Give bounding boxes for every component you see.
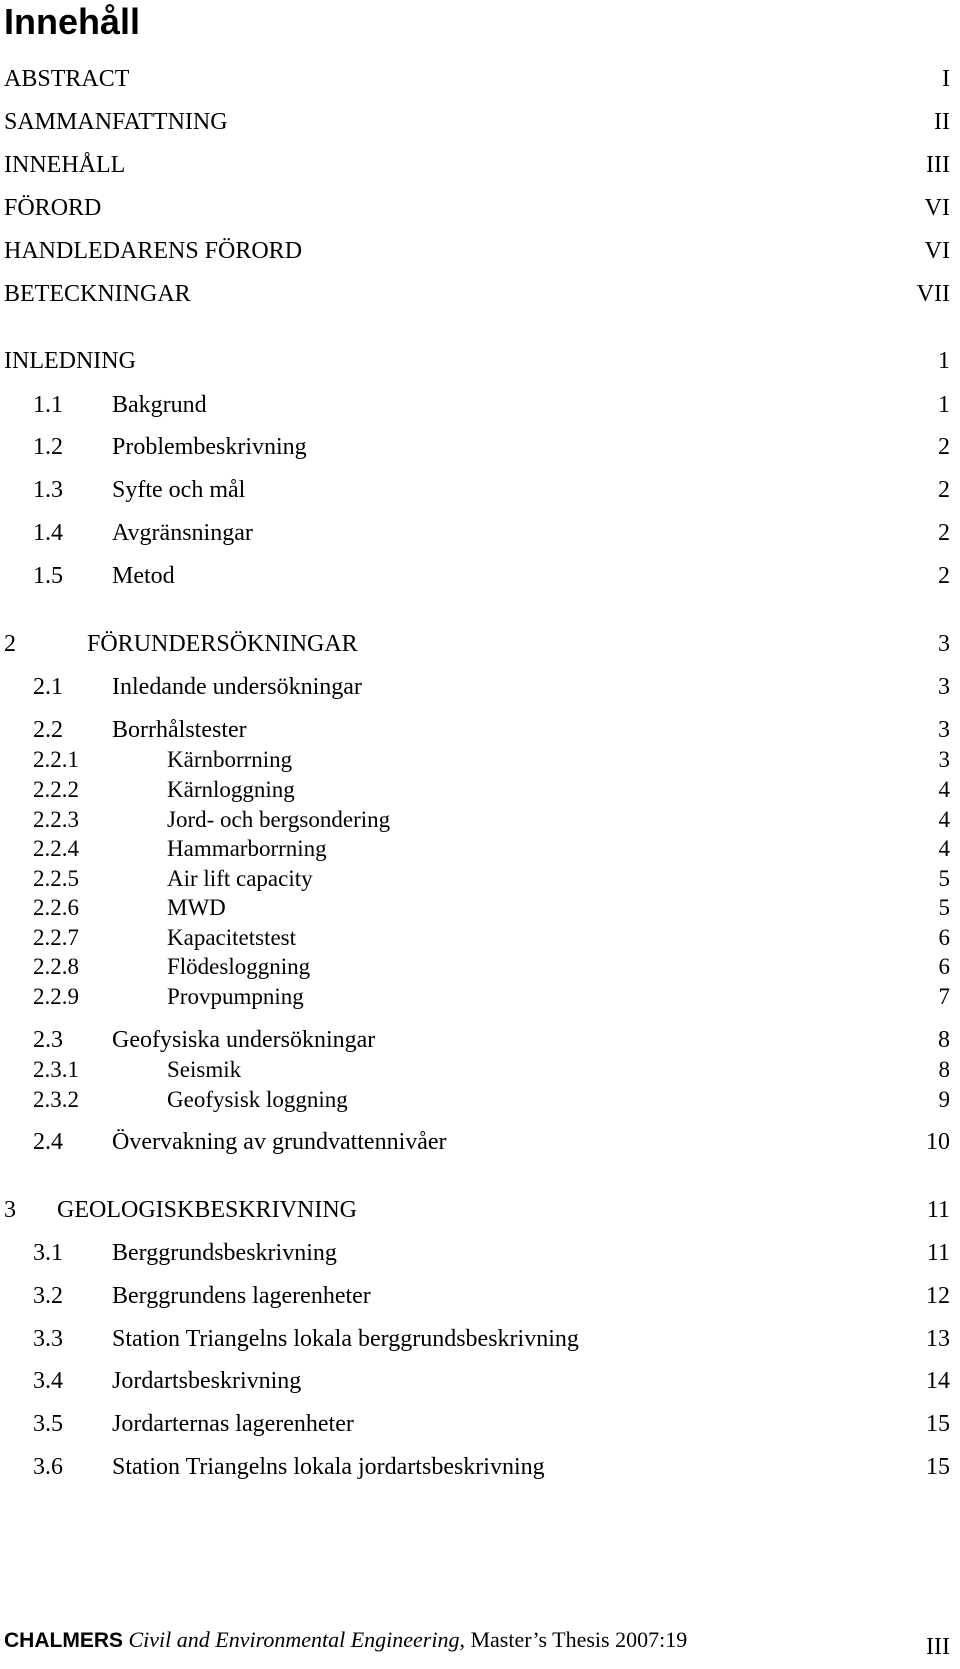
toc-entry-title: ABSTRACT <box>4 66 130 92</box>
toc-entry-title: Station Triangelns lokala berggrundsbeskrivning <box>112 1326 579 1352</box>
toc-entry-number: 2.2.5 <box>33 866 79 891</box>
toc-entry-page: 13 <box>926 1326 950 1352</box>
toc-entry-page: VI <box>924 195 950 221</box>
toc-entry-page: 2 <box>938 477 950 503</box>
toc-entry-number: 3.6 <box>33 1454 63 1480</box>
toc-entry-title: BETECKNINGAR <box>4 281 191 307</box>
toc-entry-title: HANDLEDARENS FÖRORD <box>4 238 303 264</box>
toc-entry[interactable] <box>0 715 960 745</box>
toc-entry-number: 2 <box>4 631 16 657</box>
toc-entry-title: Hammarborrning <box>167 836 327 861</box>
toc-entry[interactable] <box>0 107 960 137</box>
toc-entry-title: Bakgrund <box>112 392 207 418</box>
toc-entry-page: I <box>942 66 950 92</box>
toc-entry[interactable] <box>0 893 960 923</box>
toc-entry-number: 1.2 <box>33 434 63 460</box>
toc-entry-page: III <box>926 152 950 178</box>
toc-entry-number: 2.2.2 <box>33 777 79 802</box>
toc-entry-number: 2.3 <box>33 1027 63 1053</box>
toc-entry[interactable] <box>0 1195 960 1225</box>
toc-entry-title: Kapacitetstest <box>167 925 297 950</box>
toc-entry-title: Problembeskrivning <box>112 434 307 460</box>
toc-entry-page: 1 <box>938 392 950 418</box>
footer-thesis: , Master’s Thesis 2007:19 <box>459 1627 688 1652</box>
toc-entry-page: 6 <box>938 954 950 979</box>
toc-entry-title: Kärnloggning <box>167 777 295 802</box>
toc-entry[interactable] <box>0 834 960 864</box>
toc-entry-number: 2.2.9 <box>33 984 79 1009</box>
toc-entry[interactable] <box>0 279 960 309</box>
toc-entry-title: Berggrundens lagerenheter <box>112 1283 371 1309</box>
page-title: Innehåll <box>4 1 141 42</box>
footer-brand: CHALMERS <box>4 1629 123 1652</box>
toc-entry[interactable] <box>0 629 960 659</box>
toc-entry-page: 2 <box>938 563 950 589</box>
toc-entry-title: Flödesloggning <box>167 954 311 979</box>
toc-entry-number: 2.1 <box>33 674 63 700</box>
toc-entry[interactable] <box>0 1025 960 1055</box>
toc-entry-number: 2.2.8 <box>33 954 79 979</box>
toc-entry-number: 2.2.3 <box>33 807 79 832</box>
toc-entry[interactable] <box>0 952 960 982</box>
toc-entry-page: 12 <box>926 1283 950 1309</box>
toc-entry-page: 7 <box>938 984 950 1009</box>
toc-entry-title: Metod <box>112 563 175 589</box>
toc-entry-page: 8 <box>938 1057 950 1082</box>
toc-entry[interactable] <box>0 390 960 420</box>
toc-entry[interactable] <box>0 1085 960 1115</box>
toc-entry[interactable] <box>0 1452 960 1482</box>
toc-entry[interactable] <box>0 1238 960 1268</box>
toc-entry-title: FÖRORD <box>4 195 102 221</box>
toc-entry[interactable] <box>0 1324 960 1354</box>
toc-entry-number: 3 <box>4 1197 16 1223</box>
toc-entry-number: 2.3.2 <box>33 1087 79 1112</box>
toc-entry-number: 3.1 <box>33 1240 63 1266</box>
toc-entry[interactable] <box>0 475 960 505</box>
footer-department: Civil and Environmental Engineering <box>128 1627 460 1652</box>
toc-entry-number: 3.4 <box>33 1368 63 1394</box>
toc-entry-title: Provpumpning <box>167 984 304 1009</box>
toc-entry-page: 6 <box>938 925 950 950</box>
toc-entry-page: 3 <box>938 747 950 772</box>
toc-entry[interactable] <box>0 432 960 462</box>
toc-entry-page: 5 <box>938 866 950 891</box>
toc-entry-number: 3.5 <box>33 1411 63 1437</box>
toc-entry-title: Station Triangelns lokala jordartsbeskrivning <box>112 1454 545 1480</box>
toc-entry-number: 2.2.1 <box>33 747 79 772</box>
toc-entry-number: 2.2.7 <box>33 925 79 950</box>
toc-entry-page: 15 <box>926 1411 950 1437</box>
toc-entry-page: 3 <box>938 717 950 743</box>
toc-entry-page: 1 <box>938 348 950 374</box>
toc-entry-number: 2.2 <box>33 717 63 743</box>
toc-entry[interactable] <box>0 745 960 775</box>
toc-entry-page: 2 <box>938 434 950 460</box>
toc-entry-page: 3 <box>938 674 950 700</box>
toc-entry-page: 11 <box>926 1240 950 1266</box>
toc-entry-title: FÖRUNDERSÖKNINGAR <box>87 631 358 657</box>
toc-entry-number: 3.3 <box>33 1326 63 1352</box>
toc-entry[interactable] <box>0 64 960 94</box>
page-footer <box>4 1625 687 1655</box>
toc-entry-title: Jordartsbeskrivning <box>112 1368 302 1394</box>
toc-entry-number: 1.1 <box>33 392 63 418</box>
toc-entry-page: 5 <box>938 895 950 920</box>
toc-entry-page: 15 <box>926 1454 950 1480</box>
toc-entry[interactable] <box>0 1127 960 1157</box>
toc-entry-page: 4 <box>938 836 950 861</box>
toc-entry-title: INNEHÅLL <box>4 152 126 178</box>
toc-entry-page: 14 <box>926 1368 950 1394</box>
toc-entry[interactable] <box>0 518 960 548</box>
toc-entry-number: 2.4 <box>33 1129 63 1155</box>
toc-entry[interactable] <box>0 1409 960 1439</box>
toc-entry-number: 1.4 <box>33 520 63 546</box>
toc-entry[interactable] <box>0 346 960 376</box>
toc-entry-number: 2.3.1 <box>33 1057 79 1082</box>
toc-entry-title: Geofysisk loggning <box>167 1087 348 1112</box>
toc-entry-title: Geofysiska undersökningar <box>112 1027 376 1053</box>
toc-entry[interactable] <box>0 805 960 835</box>
toc-entry-page: VI <box>924 238 950 264</box>
toc-entry[interactable] <box>0 236 960 266</box>
toc-entry-title: Jordarternas lagerenheter <box>112 1411 354 1437</box>
toc-entry-title: Borrhålstester <box>112 717 247 743</box>
toc-entry[interactable] <box>0 672 960 702</box>
toc-entry-page: 4 <box>938 777 950 802</box>
toc-entry-title: Övervakning av grundvattennivåer <box>112 1129 447 1155</box>
toc-entry-page: 9 <box>938 1087 950 1112</box>
toc-entry[interactable] <box>0 923 960 953</box>
toc-entry-title: Seismik <box>167 1057 242 1082</box>
toc-entry-number: 1.5 <box>33 563 63 589</box>
toc-entry-title: Kärnborrning <box>167 747 293 772</box>
toc-entry[interactable] <box>0 193 960 223</box>
toc-entry-number: 3.2 <box>33 1283 63 1309</box>
toc-entry-title: Jord- och bergsondering <box>167 807 391 832</box>
toc-entry-title: SAMMANFATTNING <box>4 109 228 135</box>
toc-entry-title: Inledande undersökningar <box>112 674 362 700</box>
toc-entry[interactable] <box>0 982 960 1012</box>
toc-entry-page: VII <box>916 281 950 307</box>
toc-entry-page: 8 <box>938 1027 950 1053</box>
toc-entry-number: 2.2.6 <box>33 895 79 920</box>
toc-entry-page: 10 <box>926 1129 950 1155</box>
toc-entry[interactable] <box>0 561 960 591</box>
toc-entry-title: GEOLOGISKBESKRIVNING <box>57 1197 357 1223</box>
toc-entry-title: MWD <box>167 895 226 920</box>
toc-entry[interactable] <box>0 1281 960 1311</box>
toc-entry-title: Syfte och mål <box>112 477 246 503</box>
toc-entry[interactable] <box>0 1055 960 1085</box>
toc-entry-title: Air lift capacity <box>167 866 313 891</box>
footer-page-number: III <box>926 1634 950 1660</box>
toc-entry-page: 4 <box>938 807 950 832</box>
toc-entry-page: 11 <box>926 1197 950 1223</box>
toc-entry-page: 2 <box>938 520 950 546</box>
toc-entry-number: 2.2.4 <box>33 836 79 861</box>
toc-entry-page: 3 <box>938 631 950 657</box>
toc-entry-number: 1.3 <box>33 477 63 503</box>
toc-entry[interactable] <box>0 864 960 894</box>
toc-entry[interactable] <box>0 775 960 805</box>
toc-entry-title: Berggrundsbeskrivning <box>112 1240 337 1266</box>
toc-entry[interactable] <box>0 150 960 180</box>
toc-entry-title: INLEDNING <box>4 348 136 374</box>
toc-entry[interactable] <box>0 1366 960 1396</box>
toc-entry-title: Avgränsningar <box>112 520 253 546</box>
toc-entry-page: II <box>934 109 950 135</box>
